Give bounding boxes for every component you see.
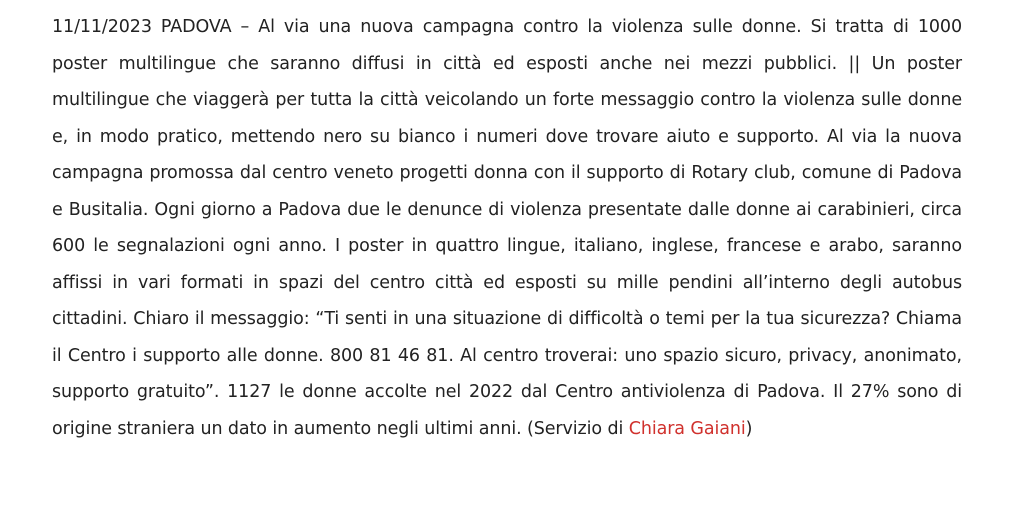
article-text: [52, 9, 962, 447]
article-body: 11/11/2023 PADOVA – Al via una nuova campagna contro la violenza sulle donne. Si tratta di 1000 poster multilingue che saranno diffusi in città ed esposti anche nei mezzi pubblici. || Un poster multilingue che viaggerà per tutta la città veicolando un forte messaggio contro la violenza sulle donne e, in modo pratico, mettendo nero su bianco i numeri dove trovare aiuto e supporto. Al via la nuova campagna promossa dal centro veneto progetti donna con il supporto di Rotary club, comune di Padova e Busitalia. Ogni giorno a Padova due le denunce di violenza presentate dalle donne ai carabinieri, circa 600 le segnalazioni ogni anno. I poster in quattro lingue, italiano, inglese, francese e arabo, saranno affissi in vari formati in spazi del centro città ed esposti su mille pendini all’interno degli autobus cittadini. Chiaro il messaggio: “Ti senti in una situazione di difficoltà o temi per la tua sicurezza? Chiama il Centro i supporto alle donne. 800 81 46 81. Al centro troverai: uno spazio sicuro, privacy, anonimato, supporto gratuito”. 1127 le donne accolte nel 2022 dal Centro antiviolenza di Padova. Il 27% sono di origine straniera un dato in aumento negli ultimi anni. (Servizio di: [52, 17, 962, 439]
article-paragraph: [52, 9, 962, 447]
author-link[interactable]: Chiara Gaiani: [628, 418, 746, 439]
closing-parenthesis: ): [745, 418, 753, 439]
